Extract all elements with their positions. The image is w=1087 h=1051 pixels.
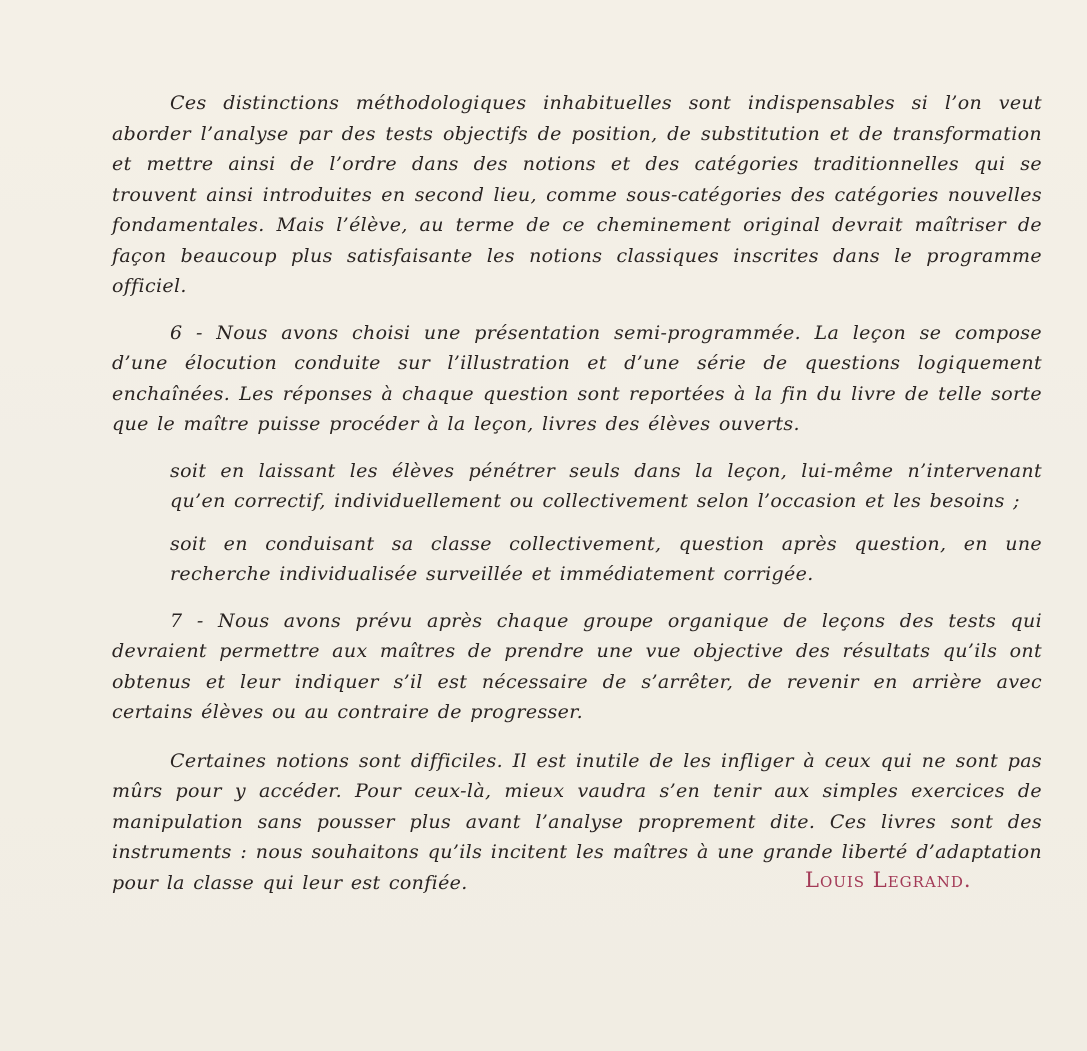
author-signature: Louis Legrand.: [805, 868, 972, 892]
paragraph-option-1: soit en laissant les élèves pénétrer seuls dans la leçon, lui-même n’intervenant qu’en correctif, individuellement ou collectivement selon l’occasion et les besoins ;: [170, 459, 1042, 512]
paragraph-distinctions: Ces distinctions méthodologiques inhabituelles sont indispensables si l’on veut aborder l’analyse par des tests objectifs de position, de substitution et de transformation et mettre ainsi de l’ordre dans des notions et des catégories traditionnelles qui se trouvent ainsi introduites en second lieu, comme sous-catégories des catégories nouvelles fondamentales. Mais l’élève, au terme de ce cheminement original devrait maîtriser de façon beaucoup plus satisfaisante les notions classiques inscrites dans le programme officiel.: [112, 92, 1042, 297]
text-body: [112, 88, 1042, 898]
paragraph-point-6: 6 - Nous avons choisi une présentation semi-programmée. La leçon se compose d’une élocution conduite sur l’illustration et d’une série de questions logiquement enchaînées. Les réponses à chaque question sont reportées à la fin du livre de telle sorte que le maître puisse procéder à la leçon, livres des élèves ouverts.: [112, 321, 1042, 435]
paragraph-conclusion: Certaines notions sont difficiles. Il est inutile de les infliger à ceux qui ne sont pas mûrs pour y accéder. Pour ceux-là, mieux vaudra s’en tenir aux simples exercices de manipulation sans pousser plus avant l’analyse proprement dite. Ces livres sont des instruments : nous souhaitons qu’ils incitent les maîtres à une grande liberté d’adaptation pour la classe qui leur est confiée.: [112, 749, 1042, 894]
paragraph-point-7: 7 - Nous avons prévu après chaque groupe organique de leçons des tests qui devraient permettre aux maîtres de prendre une vue objective des résultats qu’ils ont obtenus et leur indiquer s’il est nécessaire de s’arrêter, de revenir en arrière avec certains élèves ou au contraire de progresser.: [112, 609, 1042, 723]
paragraph-option-2: soit en conduisant sa classe collectivement, question après question, en une recherche individualisée surveillée et immédiatement corrigée.: [170, 532, 1042, 585]
